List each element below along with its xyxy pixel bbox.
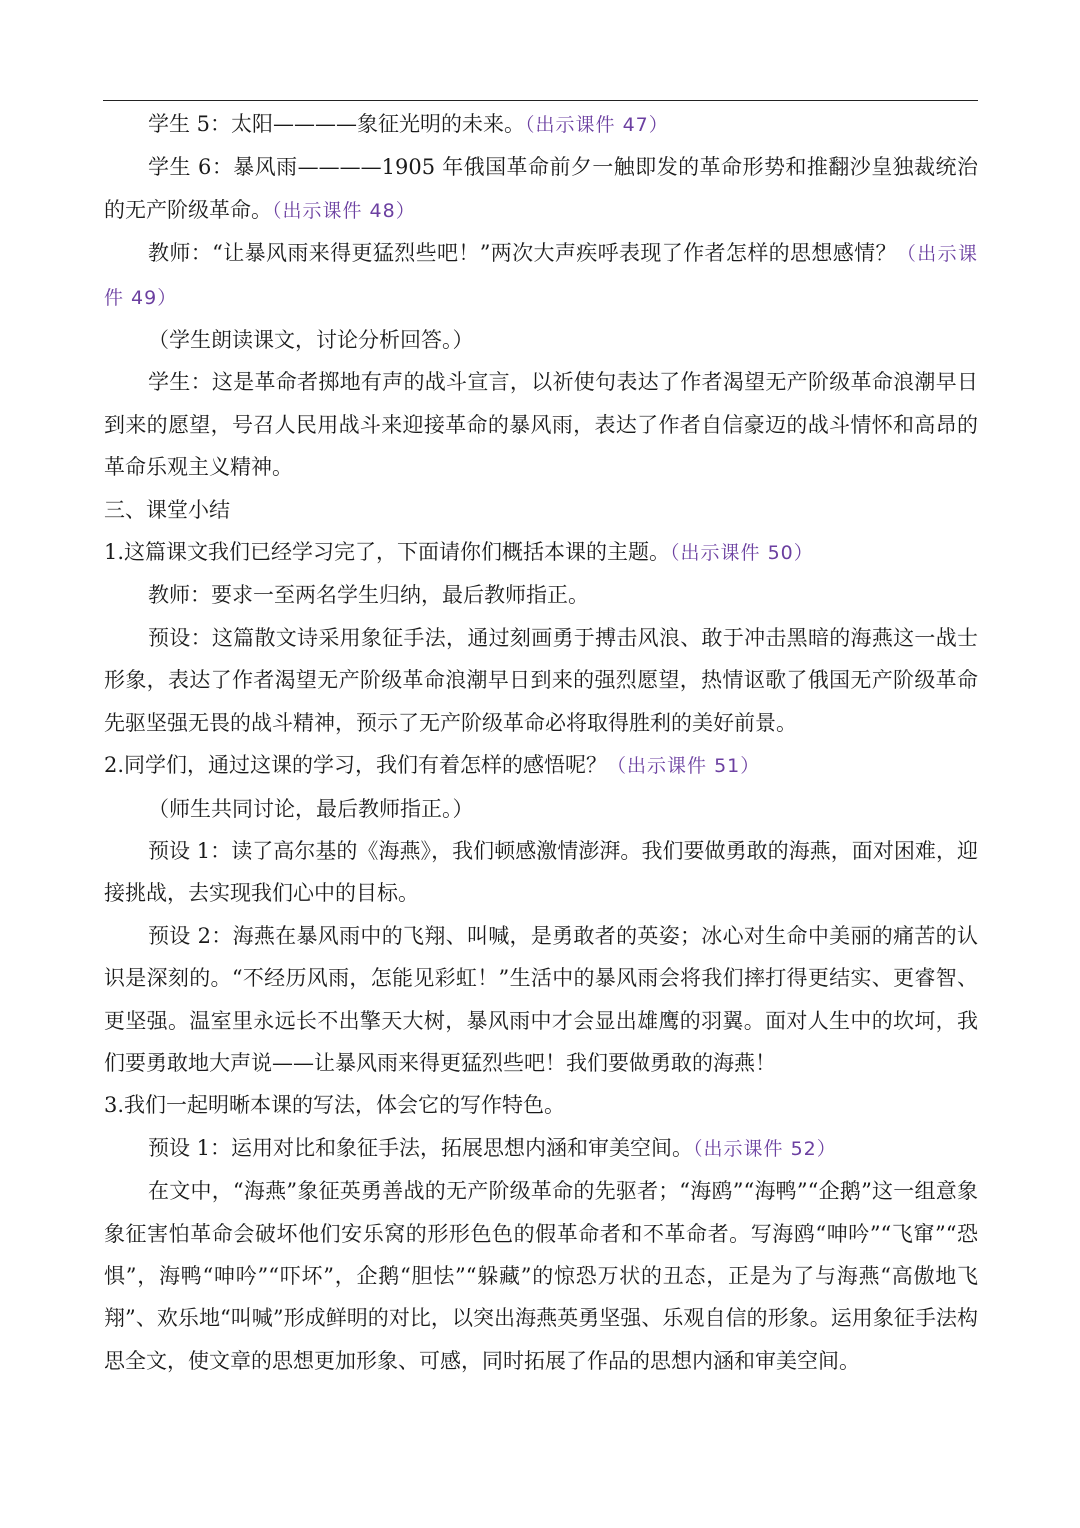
document-body <box>104 103 978 1382</box>
courseware-cue: （出示课件 50） <box>670 542 814 565</box>
paragraph-student-answer: 学生：这是革命者掷地有声的战斗宣言，以祈使句表达了作者渴望无产阶级革命浪潮早日到来的愿望，号召人民用战斗来迎接革命的暴风雨，表达了作者自信豪迈的战斗情怀和高昂的革命乐观主义精神。 <box>104 370 978 480</box>
paragraph-discussion: （师生共同讨论，最后教师指正。） <box>148 796 474 821</box>
courseware-cue: （出示课件 51） <box>607 755 761 778</box>
paragraph-analysis: 在文中，“海燕”象征英勇善战的无产阶级革命的先驱者；“海鸥”“海鸭”“企鹅”这一组意象象征害怕革命会破坏他们安乐窝的形形色色的假革命者和不革命者。写海鸥“呻吟”“飞窜”“恐惧”，海鸭“呻吟”“吓坏”，企鹅“胆怯”“躲藏”的惊恐万状的丑态，正是为了与海燕“高傲地飞翔”、欢乐地“叫喊”形成鲜明的对比，以突出海燕英勇坚强、乐观自信的形象。运用象征手法构思全文，使文章的思想更加形象、可感，同时拓展了作品的思想内涵和审美空间。 <box>104 1179 978 1373</box>
paragraph-item-1: 1.这篇课文我们已经学习完了，下面请你们概括本课的主题。（出示课件 50） <box>104 540 814 565</box>
section-heading-summary: 三、课堂小结 <box>104 497 230 522</box>
paragraph-item-3: 3.我们一起明晰本课的写法，体会它的写作特色。 <box>104 1093 566 1118</box>
courseware-cue: （出示课件 52） <box>693 1137 837 1160</box>
paragraph-teacher-instruction: 教师：要求一至两名学生归纳，最后教师指正。 <box>148 583 589 608</box>
courseware-cue: （出示课件 47） <box>525 114 669 136</box>
paragraph-preset-2: 预设 2：海燕在暴风雨中的飞翔、叫喊，是勇敢者的英姿；冰心对生命中美丽的痛苦的认识是深刻的。“不经历风雨，怎能见彩虹！”生活中的暴风雨会将我们摔打得更结实、更睿智、更坚强。温室里永远长不出擎天大树，暴风雨中才会显出雄鹰的羽翼。面对人生中的坎坷，我们要勇敢地大声说——让暴风雨来得更猛烈些吧！我们要做勇敢的海燕！ <box>104 923 978 1075</box>
paragraph-item-2: 2.同学们，通过这课的学习，我们有着怎样的感悟呢？（出示课件 51） <box>104 753 761 778</box>
paragraph-student6: 学生 6：暴风雨————1905 年俄国革命前夕一触即发的革命形势和推翻沙皇独裁统治的无产阶级革命。（出示课件 48） <box>104 155 978 222</box>
paragraph-preset-writing: 预设 1：运用对比和象征手法，拓展思想内涵和审美空间。（出示课件 52） <box>148 1135 837 1160</box>
courseware-cue: （出示课件 48） <box>272 199 416 222</box>
paragraph-teacher-question: 教师：“让暴风雨来得更猛烈些吧！”两次大声疾呼表现了作者怎样的思想感情？（出示课件 49） <box>104 241 978 309</box>
paragraph-preset-theme: 预设：这篇散文诗采用象征手法，通过刻画勇于搏击风浪、敢于冲击黑暗的海燕这一战士形象，表达了作者渴望无产阶级革命浪潮早日到来的强烈愿望，热情讴歌了俄国无产阶级革命先驱坚强无畏的战斗精神，预示了无产阶级革命必将取得胜利的美好前景。 <box>104 625 978 735</box>
courseware-cue: （出示课件 49） <box>104 243 978 309</box>
paragraph-student5: 学生 5：太阳————象征光明的未来。（出示课件 47） <box>148 112 669 136</box>
header-rule <box>103 100 978 101</box>
paragraph-student-reading: （学生朗读课文，讨论分析回答。） <box>148 328 474 353</box>
paragraph-preset-1: 预设 1：读了高尔基的《海燕》，我们顿感激情澎湃。我们要做勇敢的海燕，面对困难，迎接挑战，去实现我们心中的目标。 <box>104 838 978 906</box>
